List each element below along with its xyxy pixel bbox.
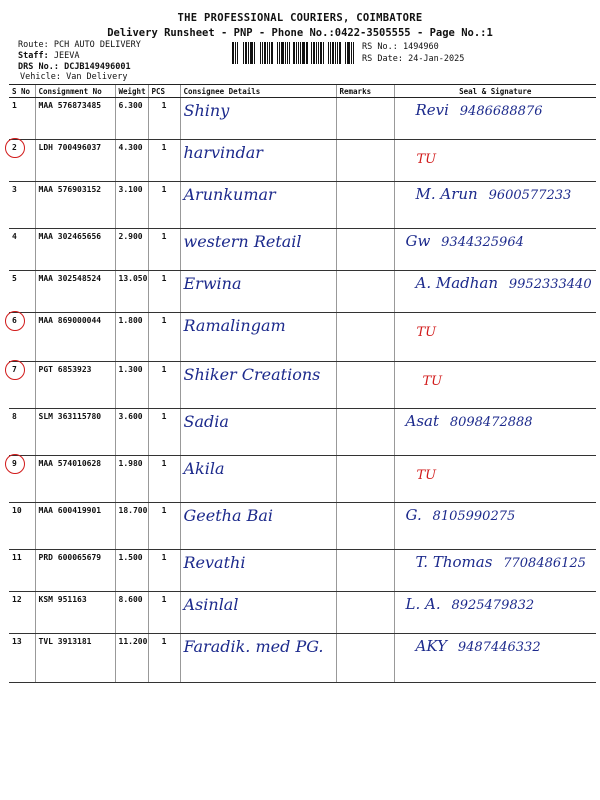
row-consignee: [180, 140, 336, 182]
col-pcs: PCS: [148, 85, 180, 98]
col-weight: Weight: [115, 85, 148, 98]
row-sno-value: 8: [12, 412, 17, 421]
barcode-bar: [271, 42, 273, 64]
row-consignment: PRD 600065679: [35, 550, 115, 592]
red-tu-mark: TU: [422, 374, 443, 389]
col-seal: Seal & Signature: [394, 85, 596, 98]
row-weight: 4.300: [115, 140, 148, 182]
row-pcs: 1: [148, 271, 180, 313]
table-row: [9, 98, 596, 140]
row-sno: [9, 634, 35, 683]
row-seal: [394, 550, 596, 592]
row-weight: 6.300: [115, 98, 148, 140]
consignee-handwriting: Revathi: [183, 553, 246, 572]
row-weight: 8.600: [115, 592, 148, 634]
row-sno: [9, 313, 35, 362]
row-seal: [394, 182, 596, 229]
vehicle-line: [20, 72, 128, 83]
route-label: Route:: [18, 40, 49, 50]
barcode-bar: [262, 42, 263, 64]
row-sno: [9, 140, 35, 182]
red-tu-mark: TU: [416, 468, 437, 483]
table-row: [9, 634, 596, 683]
row-weight: 3.100: [115, 182, 148, 229]
table-row: [9, 182, 596, 229]
row-pcs: 1: [148, 229, 180, 271]
row-consignee: [180, 313, 336, 362]
barcode-bar: [248, 42, 249, 64]
row-weight: 1.980: [115, 456, 148, 503]
row-remarks: [336, 182, 394, 229]
row-sno-value: 3: [12, 185, 17, 194]
row-consignment: LDH 700496037: [35, 140, 115, 182]
consignee-handwriting: Asinlal: [183, 595, 239, 614]
row-sno-value: 5: [12, 274, 17, 283]
row-sno: [9, 362, 35, 409]
row-consignee: [180, 182, 336, 229]
vehicle-label: Vehicle:: [20, 72, 61, 82]
route-line: [18, 40, 141, 51]
barcode-bar: [332, 42, 334, 64]
circle-mark: [5, 138, 25, 158]
row-pcs: 1: [148, 313, 180, 362]
row-seal: [394, 409, 596, 456]
rs-info: [362, 41, 464, 65]
row-sno-value: 2: [12, 143, 17, 152]
row-consignee: [180, 503, 336, 550]
table-row: [9, 140, 596, 182]
barcode-bar: [347, 42, 350, 64]
table-row: [9, 550, 596, 592]
row-consignment: SLM 363115780: [35, 409, 115, 456]
signature-handwriting: A. Madhan: [415, 274, 499, 292]
row-seal: [394, 503, 596, 550]
row-seal: [394, 362, 596, 409]
barcode-bar: [330, 42, 331, 64]
rs-date-value: 24-Jan-2025: [408, 54, 465, 64]
signature-handwriting: M. Arun: [415, 185, 478, 203]
signature-handwriting: G.: [405, 506, 422, 524]
consignee-handwriting: Sadia: [183, 412, 229, 431]
barcode-bar: [316, 42, 317, 64]
barcode-bar: [243, 42, 244, 64]
row-weight: 1.800: [115, 313, 148, 362]
barcode-bar: [318, 42, 319, 64]
row-remarks: [336, 550, 394, 592]
barcode-bar: [298, 42, 299, 64]
row-weight: 3.600: [115, 409, 148, 456]
rs-date-label: RS Date:: [362, 54, 403, 64]
row-pcs: 1: [148, 182, 180, 229]
barcode-bar: [339, 42, 341, 64]
barcode-bar: [250, 42, 251, 64]
circle-mark: [5, 360, 25, 380]
row-sno: [9, 98, 35, 140]
barcode-bar: [302, 42, 305, 64]
barcode-bar: [337, 42, 338, 64]
row-consignee: [180, 634, 336, 683]
row-sno-value: 12: [12, 595, 22, 604]
row-sno-value: 6: [12, 316, 17, 325]
signature-handwriting: Asat: [405, 412, 440, 430]
table-row: [9, 271, 596, 313]
barcode-bar: [306, 42, 308, 64]
col-sno: S No: [9, 85, 35, 98]
row-sno-value: 1: [12, 101, 17, 110]
row-seal: [394, 456, 596, 503]
row-sno-value: 10: [12, 506, 22, 515]
barcode-bar: [237, 42, 238, 64]
runsheet-title: Delivery Runsheet - PNP - Phone No.:0422-3505555 - Page No.:1: [107, 27, 493, 39]
row-weight: 11.200: [115, 634, 148, 683]
row-consignment: MAA 302465656: [35, 229, 115, 271]
rs-date-line: [362, 53, 464, 65]
row-weight: 2.900: [115, 229, 148, 271]
row-remarks: [336, 98, 394, 140]
row-seal: [394, 140, 596, 182]
barcode-bar: [335, 42, 336, 64]
col-consignee: Consignee Details: [180, 85, 336, 98]
barcode-bar: [285, 42, 286, 64]
row-pcs: 1: [148, 550, 180, 592]
row-consignment: KSM 951163: [35, 592, 115, 634]
row-sno: [9, 592, 35, 634]
company-title: THE PROFESSIONAL COURIERS, COIMBATORE: [177, 12, 423, 24]
consignee-handwriting: Akila: [183, 459, 225, 478]
phone-handwriting: 8098472888: [449, 415, 533, 430]
phone-handwriting: 8105990275: [432, 509, 516, 524]
circle-mark: [5, 454, 25, 474]
row-sno-value: 9: [12, 459, 17, 468]
phone-handwriting: 9344325964: [441, 235, 524, 250]
drs-label: DRS No.:: [18, 62, 59, 72]
row-sno: [9, 550, 35, 592]
barcode-bar: [287, 42, 288, 64]
table-row: [9, 503, 596, 550]
row-weight: 1.300: [115, 362, 148, 409]
phone-handwriting: 7708486125: [503, 556, 586, 571]
row-remarks: [336, 409, 394, 456]
row-consignee: [180, 456, 336, 503]
row-seal: [394, 98, 596, 140]
red-tu-mark: TU: [416, 325, 437, 340]
drs-value: DCJB149496001: [64, 62, 131, 72]
consignee-handwriting: Erwina: [183, 274, 242, 293]
row-seal: [394, 271, 596, 313]
rs-no-line: [362, 41, 464, 53]
barcode-bar: [267, 42, 268, 64]
signature-handwriting: AKY: [415, 637, 448, 655]
barcode-bar: [281, 42, 284, 64]
barcode-bar: [328, 42, 329, 64]
row-sno: [9, 182, 35, 229]
barcode-bar: [264, 42, 266, 64]
table-row: [9, 362, 596, 409]
row-consignment: MAA 574010628: [35, 456, 115, 503]
barcode-bar: [279, 42, 280, 64]
row-consignment: PGT 6853923: [35, 362, 115, 409]
barcode-bar: [235, 42, 236, 64]
row-consignee: [180, 592, 336, 634]
staff-value: JEEVA: [53, 51, 80, 61]
consignee-handwriting: Geetha Bai: [183, 506, 273, 525]
row-consignment: MAA 600419901: [35, 503, 115, 550]
row-consignee: [180, 229, 336, 271]
consignee-handwriting: Arunkumar: [183, 185, 276, 204]
signature-handwriting: Revi: [415, 101, 449, 119]
row-remarks: [336, 592, 394, 634]
consignee-handwriting: western Retail: [183, 232, 302, 251]
col-consignment: Consignment No: [35, 85, 115, 98]
row-consignment: MAA 302548524: [35, 271, 115, 313]
table-row: [9, 456, 596, 503]
barcode-bar: [293, 42, 295, 64]
row-sno: [9, 503, 35, 550]
barcode-bar: [311, 42, 312, 64]
row-seal: [394, 313, 596, 362]
barcode-bar: [260, 42, 261, 64]
row-sno-value: 11: [12, 553, 22, 562]
row-weight: 13.050: [115, 271, 148, 313]
table-row: [9, 229, 596, 271]
circle-mark: [5, 311, 25, 331]
staff-line: [18, 51, 79, 62]
table-row: [9, 313, 596, 362]
row-remarks: [336, 229, 394, 271]
barcode-bar: [254, 42, 255, 64]
row-consignee: [180, 271, 336, 313]
row-weight: 1.500: [115, 550, 148, 592]
row-consignee: [180, 362, 336, 409]
phone-handwriting: 9487446332: [457, 640, 541, 655]
row-pcs: 1: [148, 98, 180, 140]
phone-handwriting: 9486688876: [459, 104, 543, 119]
barcode-bar: [296, 42, 297, 64]
row-pcs: 1: [148, 409, 180, 456]
row-sno-value: 7: [12, 365, 17, 374]
row-consignee: [180, 550, 336, 592]
row-remarks: [336, 362, 394, 409]
phone-handwriting: 8925479832: [451, 598, 535, 613]
row-pcs: 1: [148, 634, 180, 683]
barcode: [232, 42, 354, 64]
runsheet-table: [9, 84, 596, 683]
vehicle-value: Van Delivery: [66, 72, 128, 82]
row-sno: [9, 271, 35, 313]
row-consignment: TVL 3913181: [35, 634, 115, 683]
barcode-bar: [245, 42, 247, 64]
phone-handwriting: 9600577233: [488, 188, 572, 203]
table-row: [9, 409, 596, 456]
barcode-bar: [345, 42, 346, 64]
row-consignment: MAA 869000044: [35, 313, 115, 362]
barcode-bar: [313, 42, 315, 64]
barcode-bar: [232, 42, 234, 64]
rs-no-value: 1494960: [402, 42, 439, 52]
row-sno-value: 13: [12, 637, 22, 646]
signature-handwriting: Gw: [405, 232, 431, 250]
row-seal: [394, 634, 596, 683]
rs-no-label: RS No.:: [362, 42, 398, 52]
table-row: [9, 592, 596, 634]
row-seal: [394, 229, 596, 271]
row-sno: [9, 409, 35, 456]
row-consignee: [180, 409, 336, 456]
row-sno: [9, 229, 35, 271]
table-header: [9, 85, 596, 98]
consignee-handwriting: Faradik. med PG.: [183, 637, 324, 656]
row-consignment: MAA 576873485: [35, 98, 115, 140]
consignee-handwriting: Shiny: [183, 101, 230, 120]
consignee-handwriting: Ramalingam: [183, 316, 286, 335]
red-tu-mark: TU: [416, 152, 437, 167]
row-sno-value: 4: [12, 232, 17, 241]
row-consignment: MAA 576903152: [35, 182, 115, 229]
barcode-bar: [320, 42, 322, 64]
row-remarks: [336, 634, 394, 683]
signature-handwriting: T. Thomas: [415, 553, 493, 571]
row-remarks: [336, 271, 394, 313]
row-pcs: 1: [148, 140, 180, 182]
barcode-bar: [323, 42, 324, 64]
signature-handwriting: L. A.: [405, 595, 441, 613]
consignee-handwriting: harvindar: [183, 143, 263, 162]
row-pcs: 1: [148, 456, 180, 503]
barcode-bar: [269, 42, 270, 64]
row-remarks: [336, 313, 394, 362]
row-pcs: 1: [148, 362, 180, 409]
row-consignee: [180, 98, 336, 140]
staff-label: Staff:: [18, 51, 49, 61]
col-remarks: Remarks: [336, 85, 394, 98]
barcode-bar: [289, 42, 291, 64]
phone-handwriting: 9952333440: [508, 277, 592, 292]
row-remarks: [336, 503, 394, 550]
row-seal: [394, 592, 596, 634]
row-sno: [9, 456, 35, 503]
row-pcs: 1: [148, 592, 180, 634]
route-value: PCH AUTO DELIVERY: [53, 40, 141, 50]
row-remarks: [336, 456, 394, 503]
consignee-handwriting: Shiker Creations: [183, 365, 321, 384]
barcode-bar: [277, 42, 278, 64]
barcode-bar: [351, 42, 352, 64]
barcode-bar: [251, 42, 253, 64]
row-pcs: 1: [148, 503, 180, 550]
barcode-bar: [300, 42, 301, 64]
barcode-bar: [353, 42, 354, 64]
row-weight: 18.700: [115, 503, 148, 550]
row-remarks: [336, 140, 394, 182]
